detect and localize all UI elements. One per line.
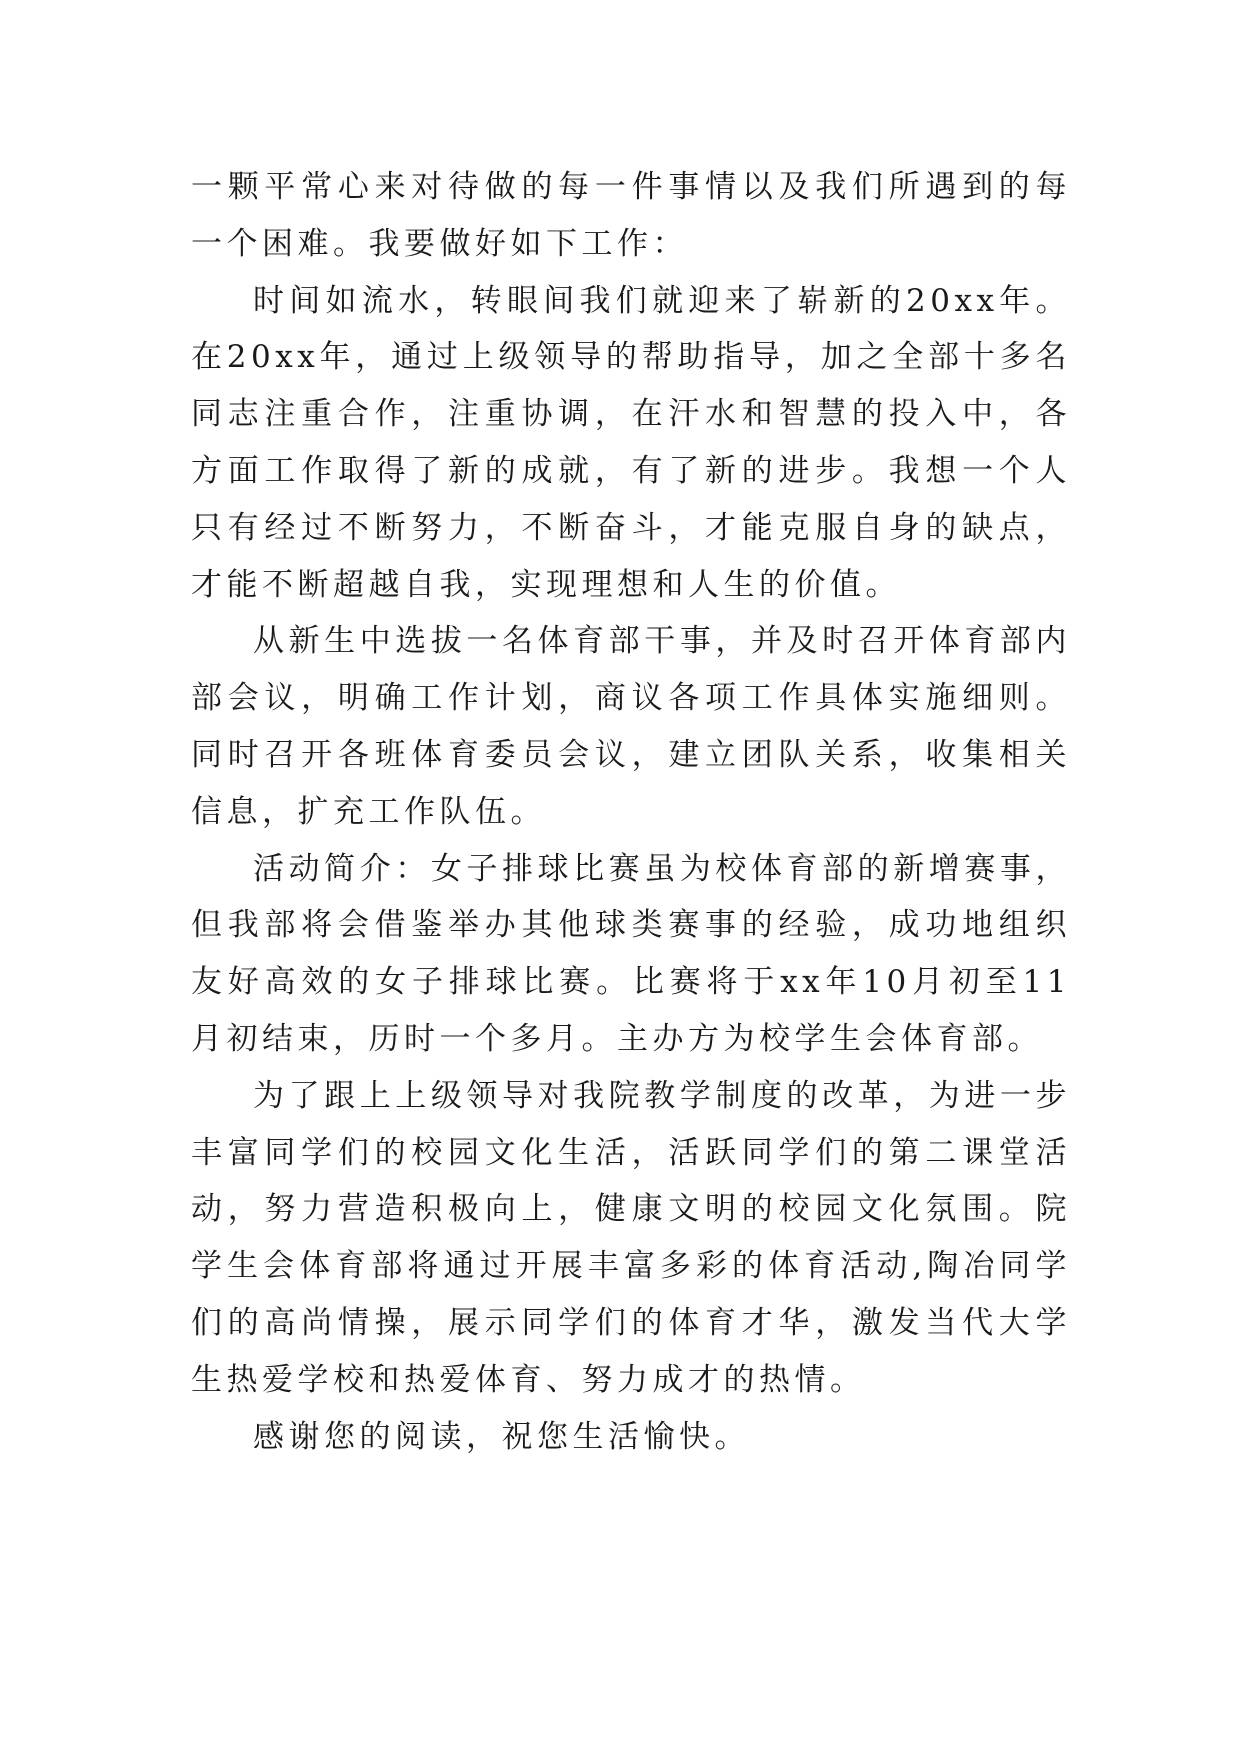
paragraph-activity-intro: 活动简介：女子排球比赛虽为校体育部的新增赛事，但我部将会借鉴举办其他球类赛事的经验，成功地组织友好高效的女子排球比赛。比赛将于xx年10月初至11月初结束，历时一个多月。主办方为校学生会体育部。 — [191, 850, 1071, 1057]
paragraph-continuation: 一颗平常心来对待做的每一件事情以及我们所遇到的每一个困难。我要做好如下工作： — [191, 169, 1071, 262]
paragraph-recruitment: 从新生中选拔一名体育部干事，并及时召开体育部内部会议，明确工作计划，商议各项工作具体实施细则。同时召开各班体育委员会议，建立团队关系，收集相关信息，扩充工作队伍。 — [191, 623, 1071, 830]
paragraph-closing: 感谢您的阅读，祝您生活愉快。 — [253, 1418, 750, 1455]
paragraph-purpose: 为了跟上上级领导对我院教学制度的改革，为进一步丰富同学们的校园文化生活，活跃同学们的第二课堂活动，努力营造积极向上，健康文明的校园文化氛围。院学生会体育部将通过开展丰富多彩的体育活动,陶冶同学们的高尚情操，展示同学们的体育才华，激发当代大学生热爱学校和热爱体育、努力成才的热情。 — [191, 1077, 1071, 1398]
document-body — [191, 159, 1071, 1465]
paragraph-year-summary: 时间如流水，转眼间我们就迎来了崭新的20xx年。在20xx年，通过上级领导的帮助指导，加之全部十多名同志注重合作，注重协调，在汗水和智慧的投入中，各方面工作取得了新的成就，有了新的进步。我想一个人只有经过不断努力，不断奋斗，才能克服自身的缺点，才能不断超越自我，实现理想和人生的价值。 — [191, 282, 1071, 603]
